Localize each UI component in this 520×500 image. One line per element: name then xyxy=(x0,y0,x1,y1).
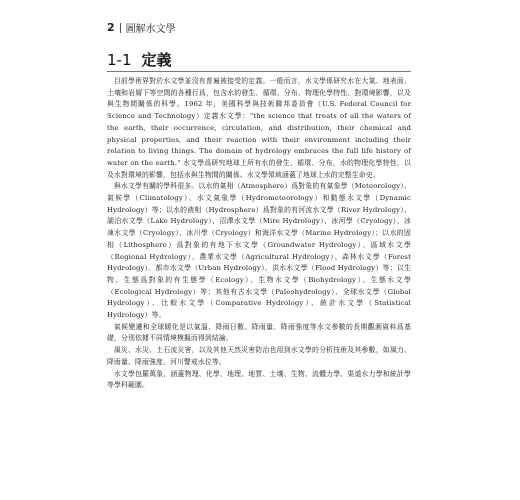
section-number: 1-1 xyxy=(107,51,132,69)
section-underline xyxy=(107,71,411,72)
running-header xyxy=(107,20,176,35)
paragraph-climate-change: 氣候變遷和全球暖化是以氣溫、降雨日數、降雨量、降雨強度等水文參數的長期觀測資料爲基礎，分別依據不同情境模擬而得到結論。 xyxy=(107,322,411,343)
body-text xyxy=(107,76,411,392)
paragraph-definition: 目前學術界對於水文學並沒有普遍被接受的定義。一般而言，水文學係研究水在大氣、地表面、土壤和岩層下等空間的各種行爲，包含水的發生、循環、分布、物理化學特性、對環境影響，以及與生物間關係的科學。1962 年，美國科學與技術聯邦委員會（U.S. Federal Council for Science and Technology）定義水文學："the science that treats of all the waters of the earth, their occurrence, circulation, and distribution, their chemical and physical properties, and their reaction with their environment including their relation to living things. The domain of hydrology embraces the full life history of water on the earth." 水文學爲研究地球上所有水的發生、循環、分布，水的物理化學特性，以及水對環境的影響，包括水與生物間的關係。水文學領域涵蓋了地球上水的完整生命史。 xyxy=(107,77,411,179)
header-divider xyxy=(120,23,121,33)
book-title: 圖解水文學 xyxy=(125,24,176,35)
section-title: 定義 xyxy=(141,51,172,69)
paragraph-disasters: 風災、水災、土石流災害，以及其他天然災害防治也用到水文學的分析技術及其參數，如風力、降雨量、降雨強度、河川警戒水位等。 xyxy=(107,346,411,366)
page-number: 2 xyxy=(107,21,115,34)
section-heading xyxy=(107,49,172,70)
paragraph-related-disciplines: 與水文學有關的學科很多。以水的氣相（Atmosphere）爲對象的有氣象學（Meteorology）、氣候學（Climatology）、水文氣象學（Hydrometeorology）和動態水文學（Dynamic Hydrology）等；以水的液相（Hydrosphere）爲對象的有河流水文學（River Hydrology）、湖泊水文學（Lake Hydrology）、沼澤水文學（Mire Hydrology）、冰河學（Cryology）、冰凍水文學（Cryology）、冰川學（Cryology）和海洋水文學（Marine Hydrology）；以水的固相（Lithosphere）爲對象的有地下水文學（Groundwater Hydrology）、區域水文學（Regional Hydrology）、農業水文學（Agricultural Hydrology）、森林水文學（Forest Hydrology）、都市水文學（Urban Hydrology）、洪水水文學（Flood Hydrology）等；以生物、生態爲對象的有生態學（Ecology）、生物水文學（Biohydrology）、生態水文學（Ecological Hydrology）等；其他有古水文學（Paleohydrology）、全球水文學（Global Hydrology）、比較水文學（Comparative Hydrology）、統計水文學（Statistical Hydrology）等。 xyxy=(107,182,411,320)
paragraph-scope: 水文學包羅萬象，涵蓋物理、化學、地理、地質、土壤、生物、流體力學、渠道水力學和統計學等學科範圍。 xyxy=(107,369,411,390)
